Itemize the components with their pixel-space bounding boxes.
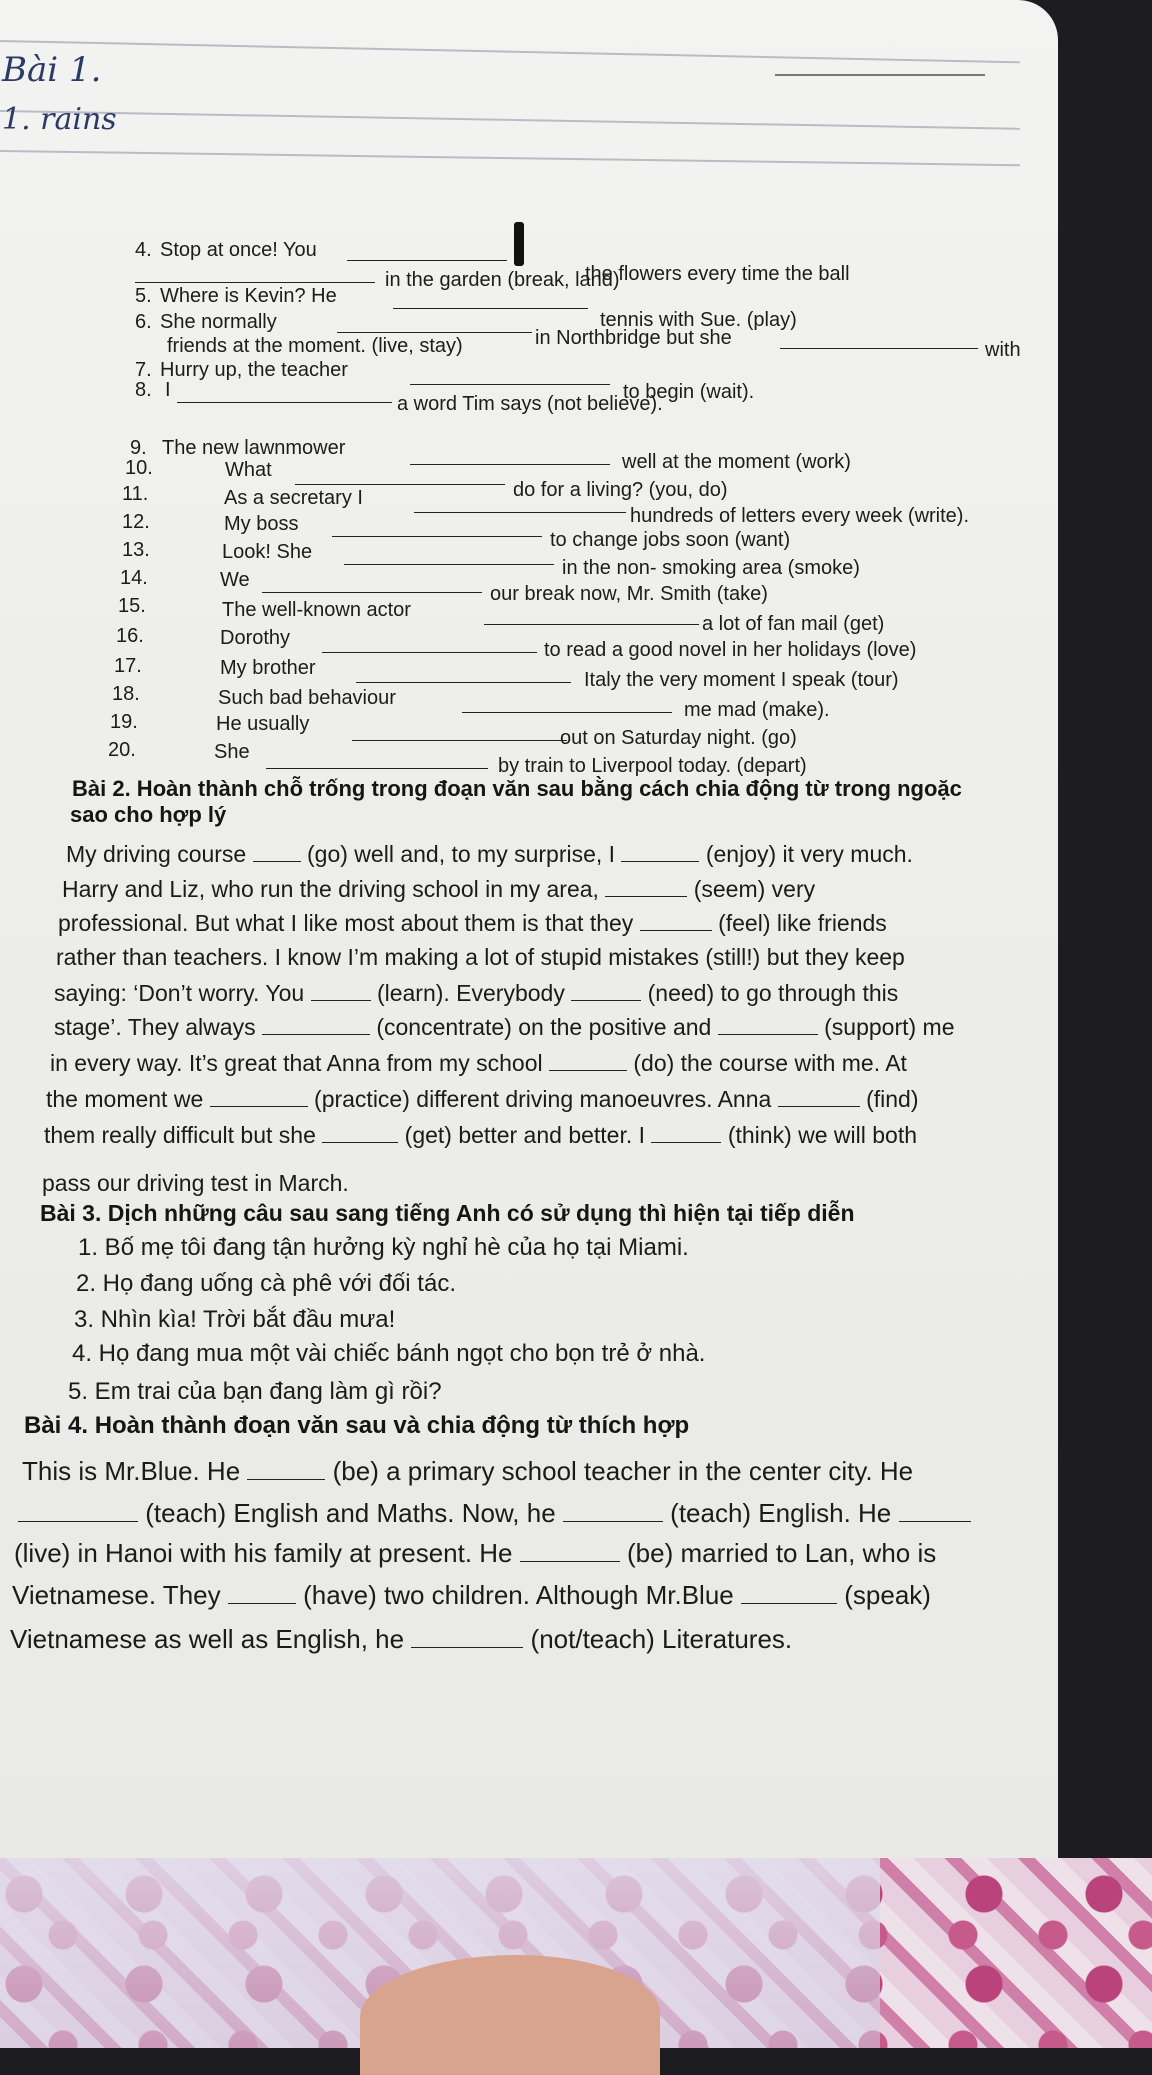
exercise-2-title: Bài 2. Hoàn thành chỗ trống trong đoạn văn sau bằng cách chia động từ trong ngoặc [72,776,962,801]
blank [228,1603,296,1604]
blank [741,1603,837,1604]
blank [410,464,610,465]
blank [549,1070,627,1071]
bai4-line-5: Vietnamese as well as English, he (not/teach) Literatures. [10,1624,793,1654]
paragraph-line-4: rather than teachers. I know I’m making a lot of stupid mistakes (still!) but they keep [56,944,905,970]
blank [571,1000,641,1001]
exercise-3-title: Bài 3. Dịch những câu sau sang tiếng Anh có sử dụng thì hiện tại tiếp diễn [40,1200,855,1226]
paragraph-line-1: My driving course (go) well and, to my surprise, I (enjoy) it very much. [66,841,913,867]
blank [718,1034,818,1035]
blank [210,1106,308,1107]
blank [411,1647,523,1648]
blank [356,682,571,683]
handwritten-answer: 1. rains [2,102,117,137]
ink-mark [514,222,524,266]
blank [410,384,610,385]
blank [322,652,537,653]
translation-item-1: 1. Bố mẹ tôi đang tận hưởng kỳ nghỉ hè của họ tại Miami. [78,1234,689,1261]
blank [393,308,588,309]
blank [262,592,482,593]
translation-item-4: 4. Họ đang mua một vài chiếc bánh ngọt cho bọn trẻ ở nhà. [72,1340,706,1367]
blank [462,712,672,713]
handwritten-header [0,0,1058,175]
blank [899,1521,971,1522]
handwritten-title: Bài 1. [2,50,102,90]
paragraph-line-2: Harry and Liz, who run the driving school in my area, (seem) very [62,876,816,902]
blank [332,536,542,537]
blank [177,402,392,403]
paragraph-line-8: the moment we (practice) different driving manoeuvres. Anna (find) [46,1086,919,1112]
blank [640,930,712,931]
blank [520,1561,620,1562]
blank [484,624,699,625]
blank [563,1521,663,1522]
paragraph-line-9: them really difficult but she (get) better and better. I (think) we will both [44,1122,918,1148]
blank [344,564,554,565]
blank [295,484,505,485]
worksheet-paper: Bài 1. 1. rains 4. Stop at once! You the flowers every time the ball in the garden (break, land) 5. Where is Kevin? He tennis with Sue. (play) 6. She normally in Northbridge but she with friends at the moment. (live, stay) 7. Hurry up, the teacher to begin (wait). 8. I a word Tim says (not believe). 9. The new lawnmower well at the moment (work) 10. What do for a living? (you, do) 11. As a secretary I hundreds of letters every week (write). 12. My boss to change jobs soon (want) 13. Look! She in the non- smoking area (smoke) 14. We our break now, Mr. Smith (take) 15. The well-known actor a lot of fan mail (get) 16. Dorothy to read a good novel in her holidays (love) 17. My brother Italy the very moment I speak (tour) 18. Such bad behaviour me mad (make). 19. He usually out on Saturday night. (go) 20. She by train to Liverpool today. (depart) Bài 2. Hoàn thành chỗ trống trong đoạn văn sau bằng cách chia động từ trong ngoặc sao cho hợp lý My driving course (go) well and, to my surprise, I (enjoy) it very much. Harry and Liz, who run the driving school in my area, (seem) very professional. But what I like most about them is that they (feel) like friends rather than teachers. I know I’m making a lot of stupid mistakes (still!) but they keep saying: ‘Don’t worry. You (learn). Everybody (need) to go through this stage’. They always (concentrate) on the positive and (support) me in every way. It’s great that Anna from my school (do) the course with me. At the moment we (practice) different driving manoeuvres. Anna (find) them really difficult but she (get) better and better. I (think) we will both pass our driving test in March. Bài 3. Dịch những câu sau sang tiếng Anh có sử dụng thì hiện tại tiếp diễn 1. Bố mẹ tôi đang tận hưởng kỳ nghỉ hè của họ tại Miami. 2. Họ đang uống cà phê với đối tác. 3. Nhìn kìa! Trời bắt đầu mưa! 4. Họ đang mua một vài chiếc bánh ngọt cho bọn trẻ ở nhà. 5. Em trai của bạn đang làm gì rồi? Bài 4. Hoàn thành đoạn văn sau và chia động từ thích hợp This is Mr.Blue. He (be) a primary school teacher in the center city. He (teach) English and Maths. Now, he (teach) English. He (live) in Hanoi with his family at present. He (be) married to Lan, who is Vietnamese. They (have) two children. Although Mr.Blue (speak) Vietnamese as well as English, he (not/teach) Literatures. [0,0,1058,1858]
exercise-4-title: Bài 4. Hoàn thành đoạn văn sau và chia động từ thích hợp [24,1412,690,1439]
paragraph-line-6: stage’. They always (concentrate) on the positive and (support) me [54,1014,955,1040]
blank [247,1479,325,1480]
blank [262,1034,370,1035]
bai4-line-2: (teach) English and Maths. Now, he (teach) English. He [18,1500,971,1526]
translation-item-5: 5. Em trai của bạn đang làm gì rồi? [68,1378,442,1405]
blank [778,1106,860,1107]
paragraph-line-7: in every way. It’s great that Anna from my school (do) the course with me. At [50,1050,907,1076]
paragraph-line-3: professional. But what I like most about them is that they (feel) like friends [58,910,887,936]
blank [311,1000,371,1001]
blank [337,332,532,333]
bai4-line-1: This is Mr.Blue. He (be) a primary school teacher in the center city. He [22,1456,914,1486]
blank [651,1142,721,1143]
paragraph-line-5: saying: ‘Don’t worry. You (learn). Everybody (need) to go through this [54,980,899,1006]
paragraph-line-10: pass our driving test in March. [42,1170,349,1196]
blank [253,861,301,862]
blank [135,282,375,283]
blank [780,348,978,349]
blank [347,260,507,261]
blank [266,768,488,769]
translation-item-2: 2. Họ đang uống cà phê với đối tác. [76,1270,456,1297]
translation-item-3: 3. Nhìn kìa! Trời bắt đầu mưa! [74,1306,396,1333]
blank [605,896,687,897]
blank [18,1521,138,1522]
blank [352,740,567,741]
exercise-2-title-cont: sao cho hợp lý [70,802,227,827]
bai4-line-4: Vietnamese. They (have) two children. Although Mr.Blue (speak) [12,1580,931,1610]
finger [360,1955,660,2075]
bai4-line-3: (live) in Hanoi with his family at present. He (be) married to Lan, who is [14,1538,937,1568]
blank [621,861,699,862]
blank [322,1142,398,1143]
blank [414,512,626,513]
